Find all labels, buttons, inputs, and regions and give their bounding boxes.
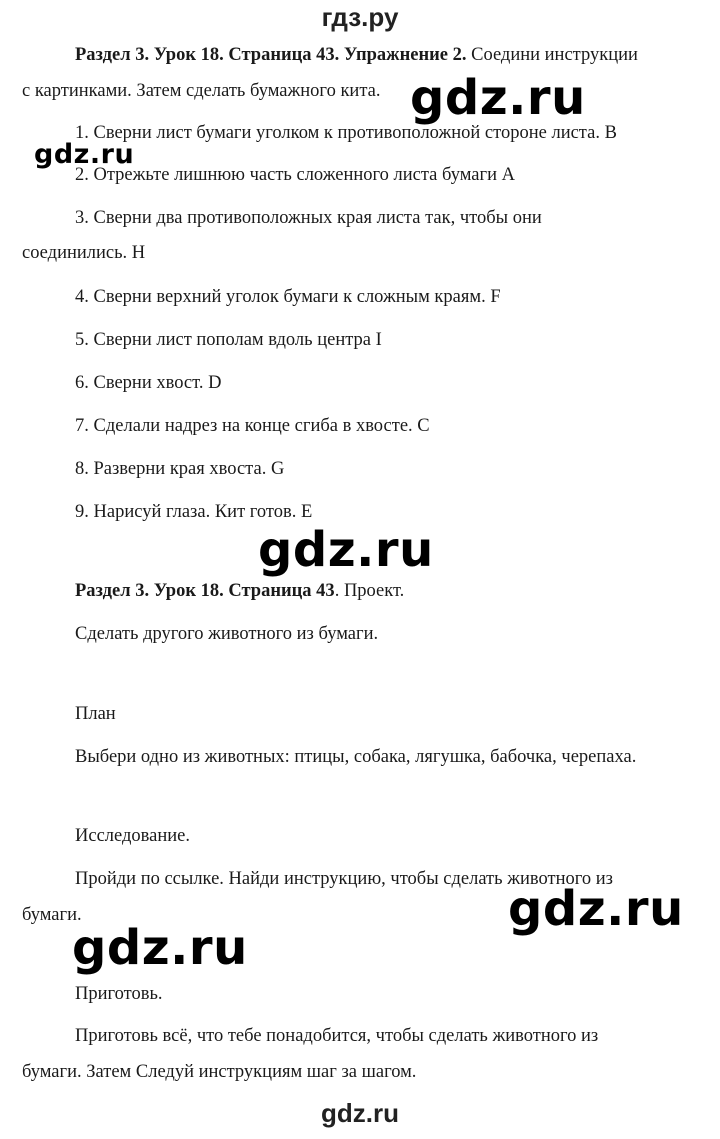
section2-title-rest: . Проект.	[334, 581, 405, 601]
prepare-line-1: Приготовь всё, что тебе понадобится, чтобы сделать животного из	[75, 1026, 599, 1046]
section1-title	[75, 44, 638, 66]
instruction-item-3-cont: соединились. H	[22, 243, 146, 263]
instruction-item-5: 5. Сверни лист пополам вдоль центра I	[75, 330, 382, 350]
plan-text: Выбери одно из животных: птицы, собака, лягушка, бабочка, черепаха.	[75, 747, 637, 767]
instruction-item-8: 8. Разверни края хвоста. G	[75, 459, 285, 479]
research-line-2: бумаги.	[22, 905, 82, 925]
section1-title-line2: с картинками. Затем сделать бумажного кита.	[22, 81, 381, 101]
research-heading: Исследование.	[75, 826, 190, 846]
prepare-line-2: бумаги. Затем Следуй инструкциям шаг за шагом.	[22, 1062, 417, 1082]
watermark-gdz: gdz.ru	[34, 139, 135, 170]
watermark-gdz: gdz.ru	[258, 522, 434, 578]
instruction-item-7: 7. Сделали надрез на конце сгиба в хвосте. C	[75, 416, 430, 436]
header-site-name: гдз.ру	[321, 2, 399, 32]
section1-title-rest: Соедини инструкции	[466, 45, 638, 65]
instruction-item-3: 3. Сверни два противоположных края листа так, чтобы они	[75, 208, 542, 228]
section2-title-bold: Раздел 3. Урок 18. Страница 43	[75, 581, 335, 601]
instruction-item-2: 2. Отрежьте лишнюю часть сложенного листа бумаги A	[75, 165, 515, 185]
instruction-item-9: 9. Нарисуй глаза. Кит готов. E	[75, 502, 313, 522]
section1-title-bold: Раздел 3. Урок 18. Страница 43. Упражнение 2.	[75, 45, 467, 65]
watermark-gdz: gdz.ru	[508, 881, 684, 937]
project-goal: Сделать другого животного из бумаги.	[75, 624, 379, 644]
instruction-item-6: 6. Сверни хвост. D	[75, 373, 222, 393]
section2-title	[75, 580, 404, 602]
watermark-gdz: gdz.ru	[410, 70, 586, 126]
research-line-1: Пройди по ссылке. Найди инструкцию, чтобы сделать животного из	[75, 869, 613, 889]
watermark-gdz: gdz.ru	[72, 920, 248, 976]
footer-site-name: gdz.ru	[321, 1098, 399, 1128]
plan-heading: План	[75, 704, 116, 724]
instruction-item-4: 4. Сверни верхний уголок бумаги к сложным краям. F	[75, 287, 501, 307]
instruction-item-1: 1. Сверни лист бумаги уголком к противоположной стороне листа. B	[75, 123, 617, 143]
prepare-heading: Приготовь.	[75, 984, 163, 1004]
